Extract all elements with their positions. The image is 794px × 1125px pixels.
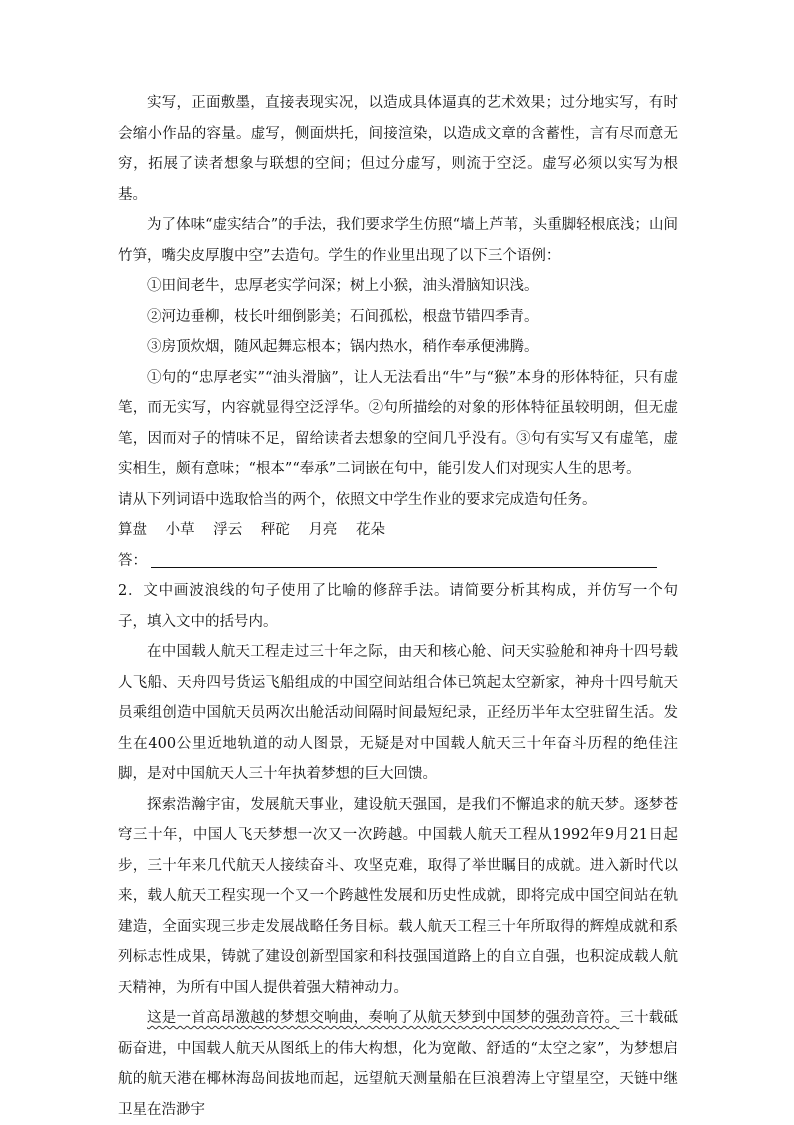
question-1-prompt: 请从下列词语中选取恰当的两个，依照文中学生作业的要求完成造句任务。 <box>118 491 597 508</box>
question-2-prompt: 2．文中画波浪线的句子使用了比喻的修辞手法。请简要分析其构成，并仿写一个句子，填入文中的括号内。 <box>118 583 678 630</box>
wavy-underlined-sentence: 这是一首高昂激越的梦想交响曲，奏响了从航天梦到中国梦的强劲音符。 <box>147 1010 620 1026</box>
paragraph-task-description: 为了体味“虚实结合”的手法，我们要求学生仿照“墙上芦苇，头重脚轻根底浅；山间竹笋，嘴尖皮厚腹中空”去造句。学生的作业里出现了以下三个语例： <box>118 217 678 264</box>
paragraph-analysis: ①句的“忠厚老实”“油头滑脑”，让人无法看出“牛”与“猴”本身的形体特征，只有虚笔，而无实写，内容就显得空泛浮华。②句所描绘的对象的形体特征虽较明朗，但无虚笔，因而对子的情味不足，留给读者去想象的空间几乎没有。③句有实写又有虚笔，虚实相生，颇有意味；“根本”“奉承”二词嵌在句中，能引发人们对现实人生的思考。 <box>118 369 678 477</box>
paragraph-symphony-rest: 三十载砥砺奋进，中国载人航天从图纸上的伟大构想，化为宽敞、舒适的“太空之家”，为梦想启航的航天港在椰林海岛间拔地而起，远望航天测量船在巨浪碧涛上守望星空，天链中继卫星在浩渺宇 <box>118 1010 679 1118</box>
paragraph-xushi-intro: 实写，正面敷墨，直接表现实况，以造成具体逼真的艺术效果；过分地实写，有时会缩小作品的容量。虚写，侧面烘托，间接渲染，以造成文章的含蓄性，言有尽而意无穷，拓展了读者想象与联想的空间；但过分虚写，则流于空泛。虚写必须以实写为根基。 <box>118 95 678 203</box>
word-item: 算盘 <box>118 522 147 538</box>
word-item: 月亮 <box>308 522 338 538</box>
paragraph-space-dream: 探索浩瀚宇宙，发展航天事业，建设航天强国，是我们不懈追求的航天梦。逐梦苍穹三十年，中国人飞天梦想一次又一次跨越。中国载人航天工程从1992年9月21日起步，三十年来几代航天人接续奋斗、攻坚克难，取得了举世瞩目的成就。进入新时代以来，载人航天工程实现一个又一个跨越性发展和历史性成就，即将完成中国空间站在轨建造，全面实现三步走发展战略任务目标。载人航天工程三十年所取得的辉煌成就和系列标志性成果，铸就了建设创新型国家和科技强国道路上的自立自强，也积淀成载人航天精神，为所有中国人提供着强大精神动力。 <box>118 796 678 996</box>
example-sentence-2: ②河边垂柳，枝长叶细倒影美；石间孤松，根盘节错四季青。 <box>147 308 539 325</box>
word-list <box>118 515 678 546</box>
word-item: 花朵 <box>356 522 386 538</box>
answer-label: 答： <box>118 552 147 569</box>
paragraph-space-station: 在中国载人航天工程走过三十年之际，由天和核心舱、问天实验舱和神舟十四号载人飞船、天舟四号货运飞船组成的中国空间站组合体已筑起太空新家，神舟十四号航天员乘组创造中国航天员两次出舱活动间隔时间最短纪录，正经历半年太空驻留生活。发生在400公里近地轨道的动人图景，无疑是对中国载人航天三十年奋斗历程的绝佳注脚，是对中国航天人三十年执着梦想的巨大回馈。 <box>118 644 678 782</box>
example-sentence-1: ①田间老牛，忠厚老实学问深；树上小猴，油头滑脑知识浅。 <box>147 278 539 294</box>
answer-row <box>118 546 678 577</box>
word-item: 浮云 <box>213 522 243 538</box>
word-item: 小草 <box>165 522 195 538</box>
document-page <box>118 88 678 1125</box>
answer-blank-line[interactable] <box>151 566 657 568</box>
word-item: 秤砣 <box>260 522 290 538</box>
example-sentence-3: ③房顶炊烟，随风起舞忘根本；锅内热水，稍作奉承便沸腾。 <box>147 339 539 355</box>
paragraph-symphony <box>118 1003 678 1125</box>
